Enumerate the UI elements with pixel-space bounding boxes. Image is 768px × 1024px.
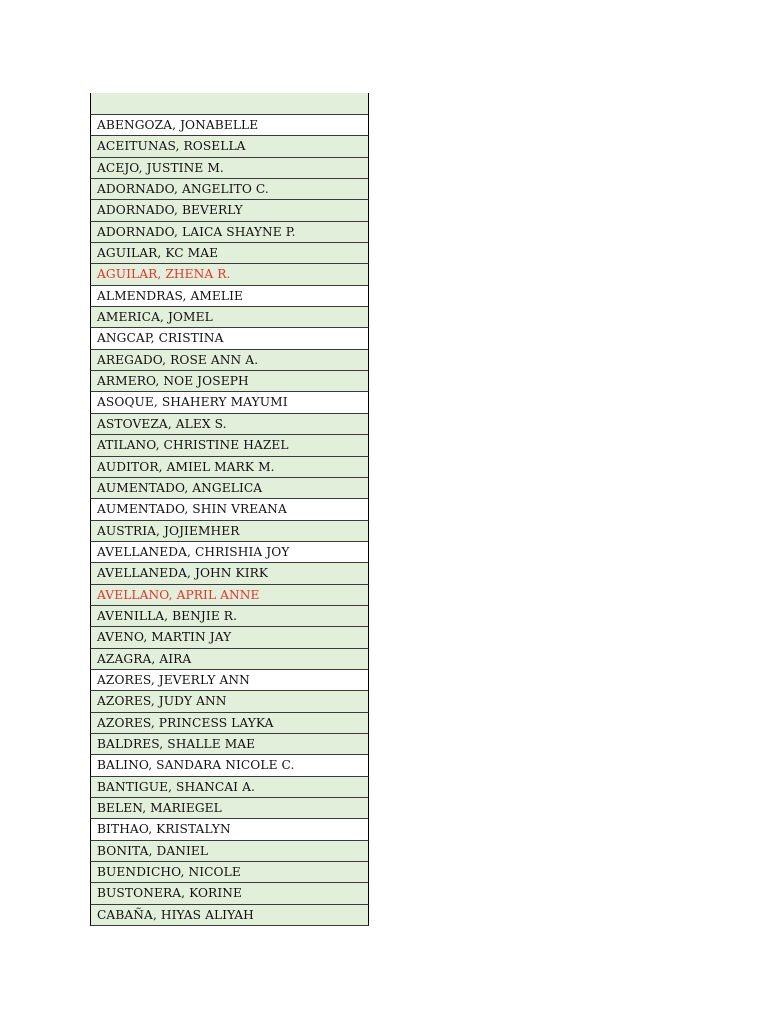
table-row[interactable]: AREGADO, ROSE ANN A. xyxy=(90,350,369,371)
table-row[interactable]: AZAGRA, AIRA xyxy=(90,649,369,670)
table-row[interactable]: BITHAO, KRISTALYN xyxy=(90,819,369,840)
table-row[interactable]: BUENDICHO, NICOLE xyxy=(90,862,369,883)
table-row[interactable]: CABAÑA, HIYAS ALIYAH xyxy=(90,905,369,926)
table-row[interactable]: AVELLANO, APRIL ANNE xyxy=(90,585,369,606)
table-row[interactable]: BONITA, DANIEL xyxy=(90,841,369,862)
table-row[interactable]: ACEJO, JUSTINE M. xyxy=(90,158,369,179)
table-row[interactable]: ALMENDRAS, AMELIE xyxy=(90,286,369,307)
table-row[interactable]: AGUILAR, KC MAE xyxy=(90,243,369,264)
table-row[interactable]: AMERICA, JOMEL xyxy=(90,307,369,328)
name-rows xyxy=(90,115,369,926)
table-row[interactable]: AGUILAR, ZHENA R. xyxy=(90,264,369,285)
table-row[interactable]: AVENO, MARTIN JAY xyxy=(90,627,369,648)
table-row[interactable]: BUSTONERA, KORINE xyxy=(90,883,369,904)
table-row[interactable]: BANTIGUE, SHANCAI A. xyxy=(90,777,369,798)
table-row[interactable]: ADORNADO, BEVERLY xyxy=(90,200,369,221)
table-row[interactable]: AZORES, JUDY ANN xyxy=(90,691,369,712)
table-row[interactable]: AVELLANEDA, CHRISHIA JOY xyxy=(90,542,369,563)
table-row[interactable]: AUMENTADO, SHIN VREANA xyxy=(90,499,369,520)
table-row[interactable]: ARMERO, NOE JOSEPH xyxy=(90,371,369,392)
table-row[interactable]: AZORES, JEVERLY ANN xyxy=(90,670,369,691)
table-row[interactable]: AUMENTADO, ANGELICA xyxy=(90,478,369,499)
table-row[interactable]: ACEITUNAS, ROSELLA xyxy=(90,136,369,157)
table-row[interactable]: ATILANO, CHRISTINE HAZEL xyxy=(90,435,369,456)
table-row[interactable]: ASTOVEZA, ALEX S. xyxy=(90,414,369,435)
table-row[interactable]: AZORES, PRINCESS LAYKA xyxy=(90,713,369,734)
table-row[interactable]: ADORNADO, ANGELITO C. xyxy=(90,179,369,200)
table-row[interactable]: ABENGOZA, JONABELLE xyxy=(90,115,369,136)
table-row[interactable]: AUDITOR, AMIEL MARK M. xyxy=(90,457,369,478)
table-row[interactable]: ASOQUE, SHAHERY MAYUMI xyxy=(90,392,369,413)
table-row[interactable]: BALDRES, SHALLE MAE xyxy=(90,734,369,755)
table-row[interactable]: BALINO, SANDARA NICOLE C. xyxy=(90,755,369,776)
table-row[interactable]: ANGCAP, CRISTINA xyxy=(90,328,369,349)
name-list-sheet xyxy=(90,93,369,926)
header-blank-cell xyxy=(90,93,369,115)
table-row[interactable]: AUSTRIA, JOJIEMHER xyxy=(90,521,369,542)
table-row[interactable]: BELEN, MARIEGEL xyxy=(90,798,369,819)
table-row[interactable]: AVELLANEDA, JOHN KIRK xyxy=(90,563,369,584)
table-row[interactable]: AVENILLA, BENJIE R. xyxy=(90,606,369,627)
table-row[interactable]: ADORNADO, LAICA SHAYNE P. xyxy=(90,222,369,243)
